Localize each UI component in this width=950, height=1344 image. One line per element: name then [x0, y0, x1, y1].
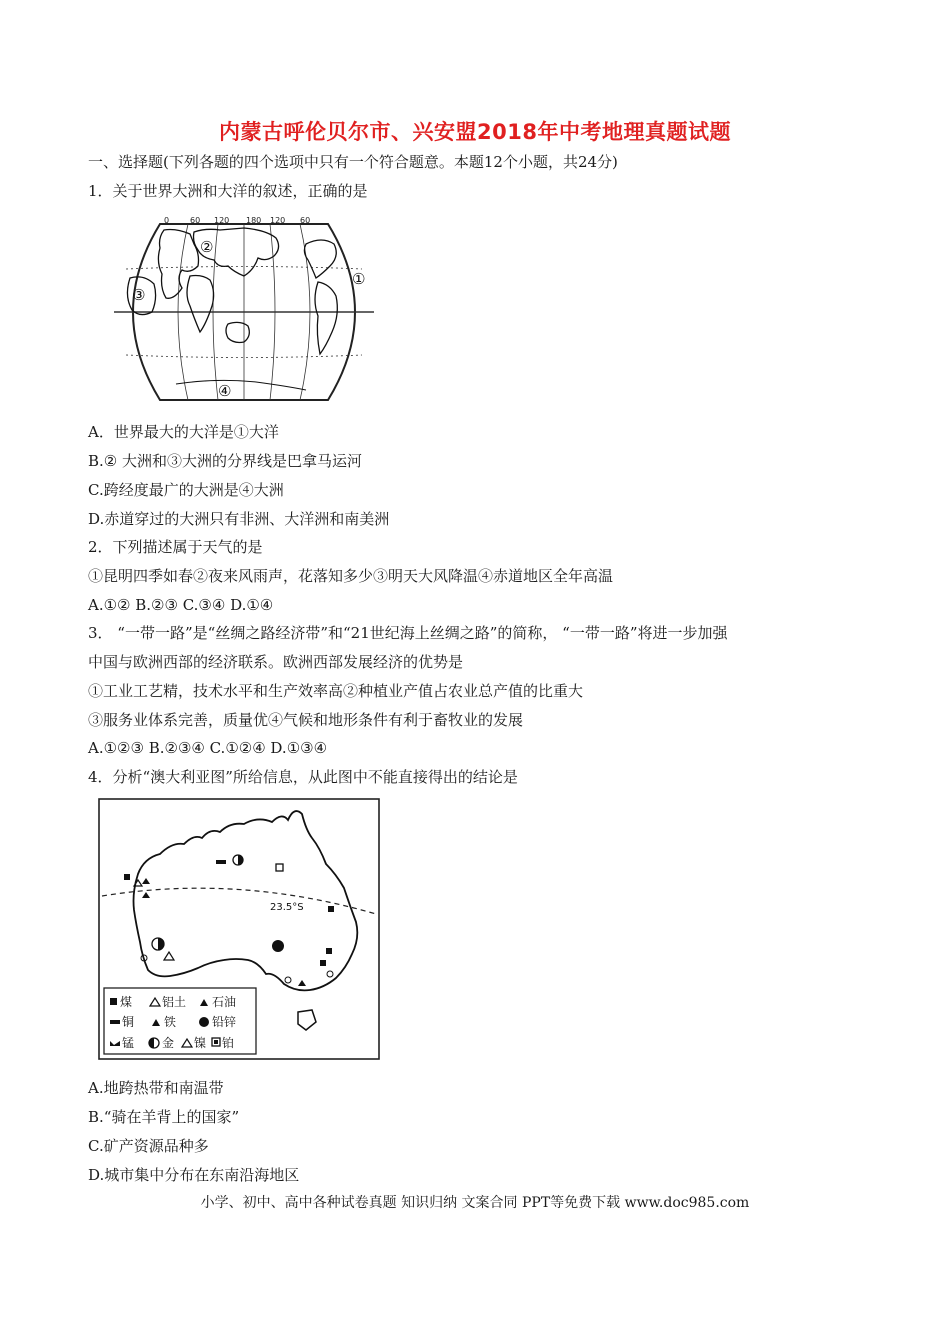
question-1-option-b: B.② 大洲和③大洲的分界线是巴拿马运河 — [88, 452, 363, 470]
question-3-line: ①工业工艺精，技术水平和生产效率高②种植业产值占农业总产值的比重大 — [88, 682, 584, 700]
legend-oil: 石油 — [212, 995, 237, 1009]
footer-text: 小学、初中、高中各种试卷真题 知识归纳 文案合同 PPT等免费下载 www.doc985.com — [200, 1195, 750, 1211]
legend-lead-zinc: 铅锌 — [212, 1015, 237, 1029]
question-2-options: A.①② B.②③ C.③④ D.①④ — [88, 596, 274, 614]
question-1-option-a: A．世界最大的大洋是①大洋 — [88, 423, 279, 441]
legend-iron: 铁 — [164, 1015, 177, 1029]
world-map-figure — [106, 214, 382, 410]
map-marker-4: ④ — [218, 382, 232, 400]
map-legend — [104, 988, 256, 1054]
question-1-option-c: C.跨经度最广的大洲是④大洲 — [88, 481, 284, 499]
legend-gold: 金 — [162, 1036, 175, 1050]
question-4-option-b: B.“骑在羊背上的国家” — [88, 1108, 240, 1126]
legend-coal: 煤 — [120, 995, 133, 1009]
document-title: 内蒙古呼伦贝尔市、兴安盟2018年中考地理真题试题 — [219, 120, 731, 144]
question-2-line: ①昆明四季如春②夜来风雨声，花落知多少③明天大风降温④赤道地区全年高温 — [88, 567, 614, 585]
map-marker-1: ① — [352, 270, 366, 288]
legend-nickel: 镍 — [194, 1036, 207, 1050]
question-3-options: A.①②③ B.②③④ C.①②④ D.①③④ — [88, 739, 328, 757]
question-1-stem: 1．关于世界大洲和大洋的叙述，正确的是 — [88, 182, 368, 200]
question-3-line: ③服务业体系完善，质量优④气候和地形条件有利于畜牧业的发展 — [88, 711, 524, 729]
question-1-option-d: D.赤道穿过的大洲只有非洲、大洋洲和南美洲 — [88, 510, 390, 528]
map-lon-label: 60 — [190, 216, 201, 225]
legend-bauxite: 铝土 — [162, 995, 187, 1009]
legend-platinum: 铂 — [222, 1036, 235, 1050]
section-heading: 一、选择题(下列各题的四个选项中只有一个符合题意。本题12个小题，共24分) — [88, 153, 618, 171]
legend-manganese: 锰 — [122, 1036, 135, 1050]
question-4-option-a: A.地跨热带和南温带 — [88, 1079, 224, 1097]
map-lon-label: 120 — [270, 216, 286, 225]
map-lon-label: 0 — [164, 216, 170, 225]
map-lon-label: 60 — [300, 216, 311, 225]
question-4-option-d: D.城市集中分布在东南沿海地区 — [88, 1166, 300, 1184]
question-4-option-c: C.矿产资源品种多 — [88, 1137, 209, 1155]
australia-map-figure — [98, 798, 380, 1060]
latitude-label: 23.5°S — [270, 902, 304, 913]
legend-copper: 铜 — [122, 1015, 135, 1029]
question-2-stem: 2．下列描述属于天气的是 — [88, 538, 263, 556]
question-3-line: 中国与欧洲西部的经济联系。欧洲西部发展经济的优势是 — [88, 653, 464, 671]
map-lon-label: 120 — [214, 216, 230, 225]
question-4-stem: 4．分析“澳大利亚图”所给信息，从此图中不能直接得出的结论是 — [88, 768, 518, 786]
question-3-stem: 3． “一带一路”是“丝绸之路经济带”和“21世纪海上丝绸之路”的简称， “一带一路”将进一步加强 — [88, 624, 728, 642]
map-lon-label: 180 — [246, 216, 262, 225]
map-marker-2: ② — [200, 238, 214, 256]
map-marker-3: ③ — [132, 286, 146, 304]
